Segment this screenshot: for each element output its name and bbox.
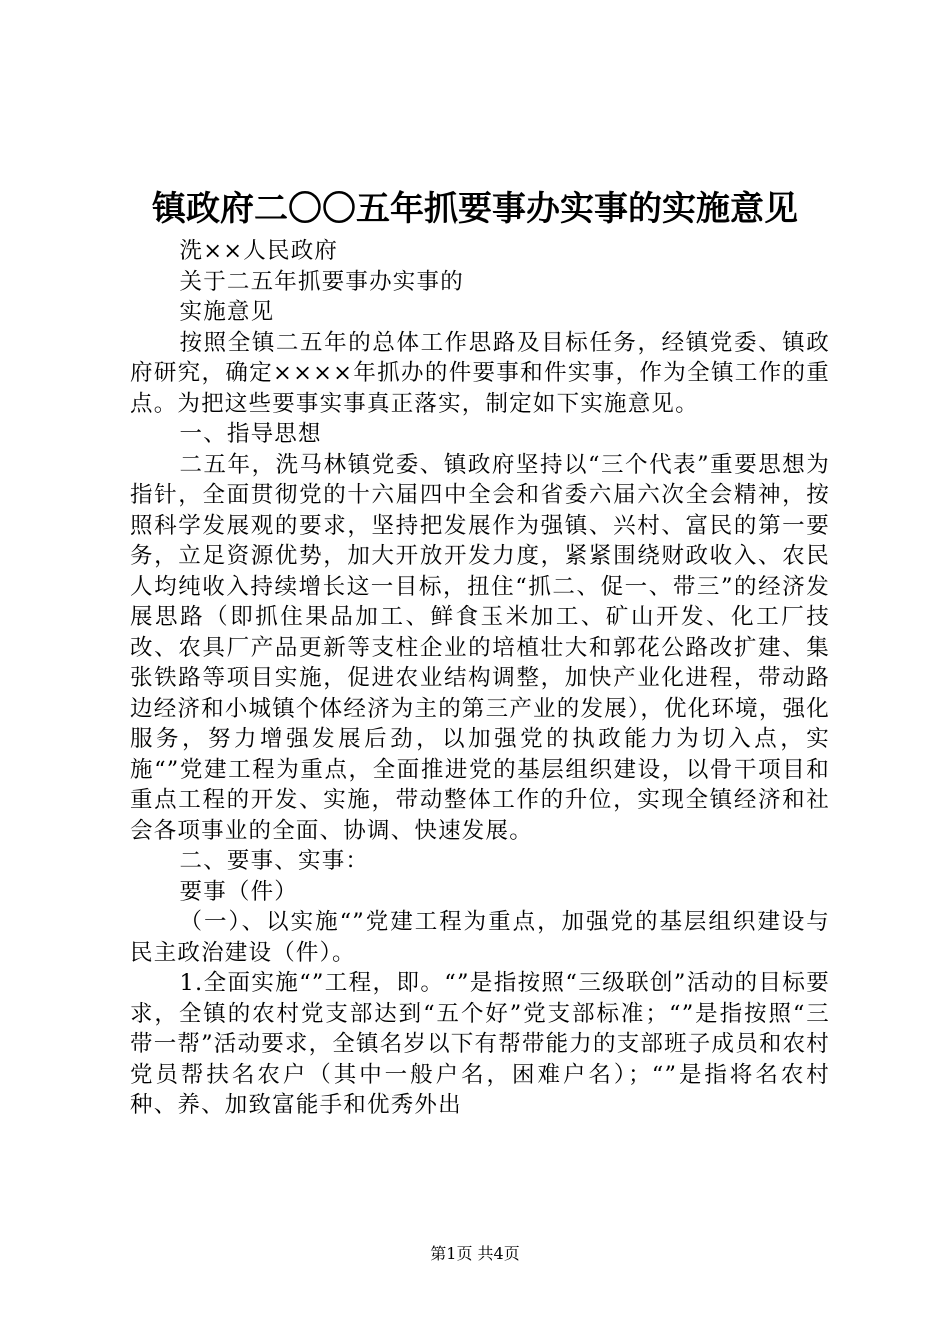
paragraph-doc-type: 实施意见 xyxy=(179,299,275,325)
paragraph-item-one: （一）、以实施“”党建工程为重点，加强党的基层组织建设与民主政治建设（件）。 xyxy=(130,909,830,966)
document-title: 镇政府二〇〇五年抓要事办实事的实施意见 xyxy=(152,189,798,229)
paragraph-subject: 关于二五年抓要事办实事的 xyxy=(179,268,464,295)
subheading-key-matters: 要事（件） xyxy=(179,878,299,905)
page-footer: 第1页 共4页 xyxy=(430,1244,520,1263)
paragraph-intro: 按照全镇二五年的总体工作思路及目标任务，经镇党委、镇政府研究，确定××××年抓办的件要事和件实事，作为全镇工作的重点。为把这些要事实事真正落实，制定如下实施意见。 xyxy=(130,329,830,417)
paragraph-guiding-thought: 二五年，洗马林镇党委、镇政府坚持以“三个代表”重要思想为指针，全面贯彻党的十六届四中全会和省委六届六次全会精神，按照科学发展观的要求，坚持把发展作为强镇、兴村、富民的第一要务，立足资源优势，加大开放开发力度，紧紧围绕财政收入、农民人均纯收入持续增长这一目标，扭住“抓二、促一、带三”的经济发展思路（即抓住果品加工、鲜食玉米加工、矿山开发、化工厂技改、农具厂产品更新等支柱企业的培植壮大和郭花公路改扩建、集张铁路等项目实施，促进农业结构调整，加快产业化进程，带动路边经济和小城镇个体经济为主的第三产业的发展），优化环境，强化服务，努力增强发展后劲，以加强党的执政能力为切入点，实施“”党建工程为重点，全面推进党的基层组织建设，以骨干项目和重点工程的开发、实施，带动整体工作的升位，实现全镇经济和社会各项事业的全面、协调、快速发展。 xyxy=(130,451,830,844)
section-heading-key-matters: 二、要事、实事： xyxy=(179,848,370,874)
section-heading-guiding-thought: 一、指导思想 xyxy=(179,421,322,447)
document-body xyxy=(130,236,830,1121)
paragraph-issuer: 洗××人民政府 xyxy=(179,238,339,264)
paragraph-item-one-detail: 1.全面实施“”工程，即。“”是指按照“三级联创”活动的目标要求，全镇的农村党支部达到“五个好”党支部标准；“”是指按照“三带一帮”活动要求，全镇名岁以下有帮带能力的支部班子成员和农村党员帮扶名农户（其中一般户名，困难户名）；“”是指将名农村种、养、加致富能手和优秀外出 xyxy=(130,970,831,1118)
